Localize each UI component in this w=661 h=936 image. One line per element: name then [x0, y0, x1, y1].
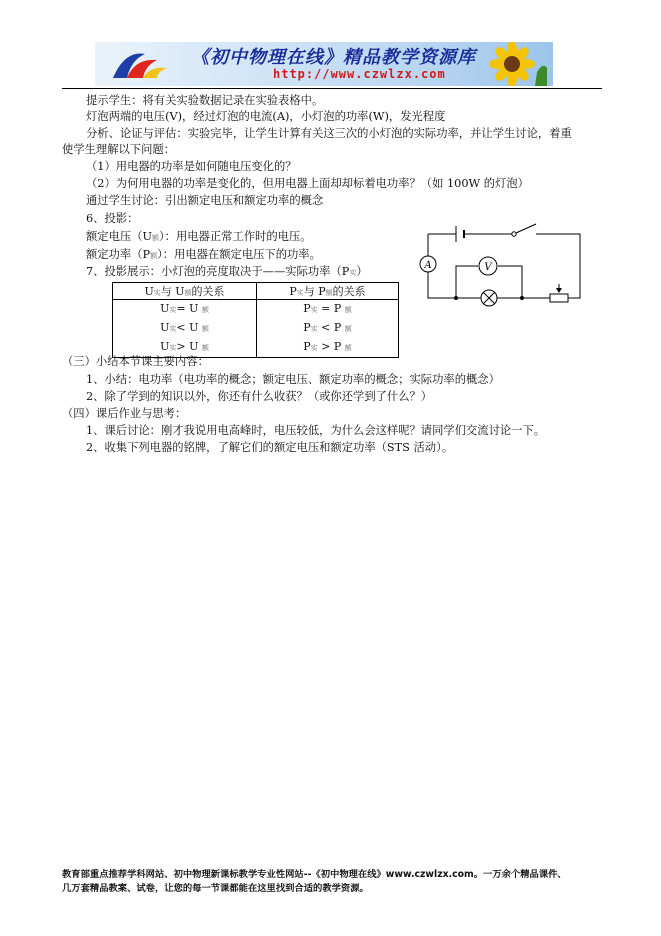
subscript: 实 [349, 269, 357, 277]
text-line: 提示学生：将有关实验数据记录在实验表格中。 [86, 94, 324, 107]
definition-text: ） [356, 265, 368, 278]
header-banner [95, 42, 553, 86]
switch-contact [512, 232, 516, 236]
switch-lever [516, 224, 536, 233]
definition-text: ）：用电器在额定电压下的功率。 [157, 248, 321, 261]
term-text: 7、投影展示：小灯泡的亮度取决于——实际功率（P [86, 265, 350, 278]
banner-title: 《初中物理在线》精品教学资源库 [191, 47, 476, 68]
text-line: 使学生理解以下问题： [62, 143, 175, 156]
subscript: 额 [150, 252, 158, 260]
site-logo-icon [105, 48, 175, 82]
relation-row: U实< U 额 [160, 321, 209, 334]
ammeter-label: A [424, 260, 432, 271]
sunflower-icon [477, 42, 547, 86]
circuit-diagram [414, 216, 592, 312]
text-line: 1、课后讨论：刚才我说用电高峰时，电压较低，为什么会这样呢？请同学们交流讨论一下。 [86, 424, 546, 437]
voltmeter-label: V [484, 262, 492, 273]
definition-text: ）：用电器正常工作时的电压。 [159, 230, 312, 243]
table-cell-voltage-relations [113, 300, 257, 358]
text-line: （四）课后作业与思考： [62, 407, 187, 420]
text-line [86, 248, 321, 263]
text-line: 2、除了学到的知识以外，你还有什么收获？（或你还学到了什么？） [86, 390, 433, 403]
term-text: 额定功率（P [86, 248, 151, 261]
table-header-right: P实与 P额的关系 [257, 283, 399, 300]
subscript: 额 [152, 234, 160, 242]
rheostat-slider-arrow [556, 288, 562, 293]
table-header-left: U实与 U额的关系 [113, 283, 257, 300]
text-line: 6、投影： [86, 212, 139, 225]
header-divider [62, 88, 602, 89]
relation-table [112, 282, 399, 358]
relation-row: P实 = P 额 [303, 302, 352, 315]
text-line: （2）为何用电器的功率是变化的，但用电器上面却却标着电功率？（如 100W 的灯泡） [86, 177, 529, 190]
footer-line: 教育部重点推荐学科网站、初中物理新课标教学专业性网站--《初中物理在线》www.czwlzx.com。一万余个精品课件、 [62, 869, 567, 880]
table-cell-power-relations [257, 300, 399, 358]
text-line: 通过学生讨论：引出额定电压和额定功率的概念 [86, 194, 324, 207]
rheostat [550, 294, 568, 302]
text-line: 分析、论证与评估：实验完毕，让学生计算有关这三次的小灯泡的实际功率，并让学生讨论，着重 [86, 127, 572, 140]
banner-url: http://www.czwlzx.com [273, 67, 446, 81]
text-line [86, 265, 368, 280]
relation-row: U实= U 额 [160, 302, 209, 315]
relation-row: P实 < P 额 [303, 321, 352, 334]
term-text: 额定电压（U [86, 230, 153, 243]
footer-line: 几万套精品教案、试卷，让您的每一节课都能在这里找到合适的教学资源。 [62, 883, 369, 894]
text-line: 灯泡两端的电压(V)，经过灯泡的电流(A)，小灯泡的功率(W)，发光程度 [86, 110, 446, 123]
text-line: 2、收集下列电器的铭牌，了解它们的额定电压和额定功率（STS 活动）。 [86, 441, 454, 454]
text-line: 1、小结：电功率（电功率的概念；额定电压、额定功率的概念；实际功率的概念） [86, 373, 500, 386]
text-line: （1）用电器的功率是如何随电压变化的？ [86, 160, 297, 173]
text-line [86, 230, 312, 245]
relation-row: U实> U 额 [160, 340, 209, 353]
relation-row: P实 > P 额 [303, 340, 352, 353]
text-line: （三）小结本节课主要内容： [62, 355, 209, 368]
